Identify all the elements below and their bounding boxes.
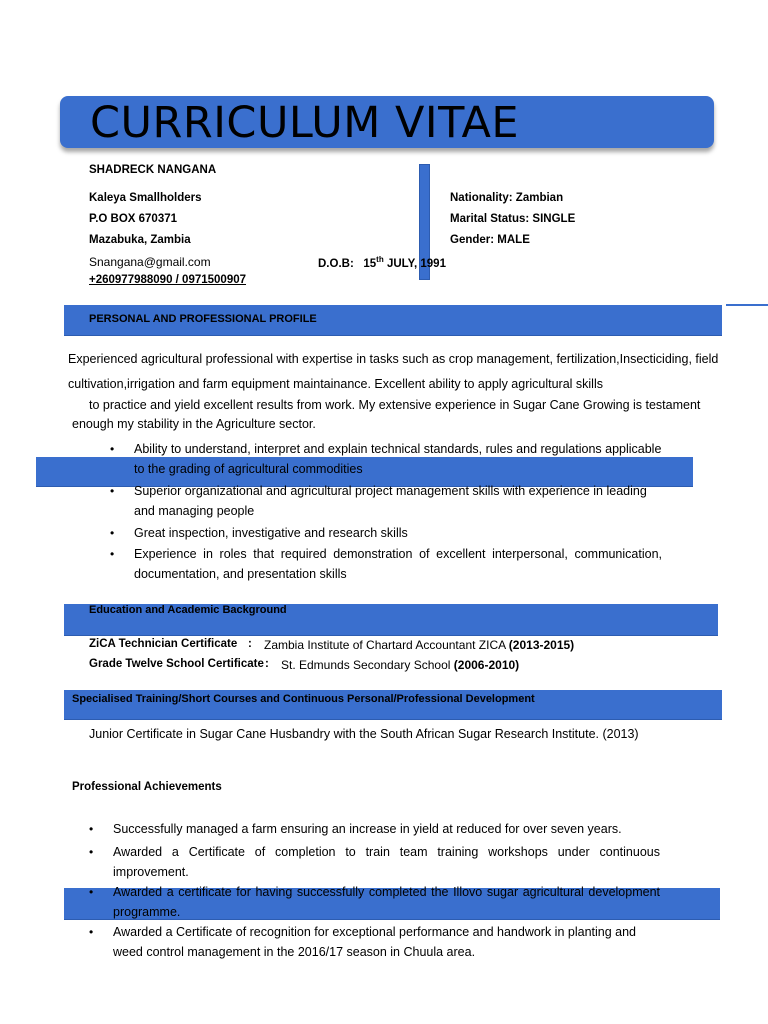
dob-day: 15 [363, 257, 377, 270]
marital-status: Marital Status: SINGLE [450, 213, 576, 225]
decorative-line [726, 304, 768, 306]
email-link[interactable]: Snangana@gmail.com [89, 255, 211, 269]
profile-line-4: enough my stability in the Agriculture sector. [72, 417, 316, 431]
education-institution: Zambia Institute of Chartard Accountant ZICA (2013-2015) [264, 638, 575, 652]
education-qualification: Grade Twelve School Certificate [89, 658, 264, 670]
training-heading: Specialised Training/Short Courses and Continuous Personal/Professional Development [72, 693, 535, 705]
profile-line-1: Experienced agricultural professional with expertise in tasks such as crop management, fertilization,Insecticiding, field [68, 352, 719, 366]
achievements-list [89, 819, 660, 962]
education-qualification: ZiCA Technician Certificate [89, 638, 238, 650]
nationality: Nationality: Zambian [450, 192, 564, 204]
list-item: • Awarded a Certificate of recognition for exceptional performance and handwork in planting and weed control management in the 2016/17 season in Chuula area. [89, 925, 637, 959]
dob-suffix: th [376, 255, 384, 264]
education-separator: : [265, 658, 269, 670]
address-line-2: P.O BOX 670371 [89, 213, 178, 225]
profile-skills-list [110, 439, 662, 584]
list-item: • Awarded a Certificate of completion to train team training workshops under continuous improvement. [89, 845, 660, 879]
list-item: • Successfully managed a farm ensuring an increase in yield at reduced for over seven years. [89, 822, 622, 836]
list-item: • Awarded a certificate for having successfully completed the Illovo sugar agricultural development programme. [89, 885, 660, 919]
list-item: • Superior organizational and agricultural project management skills with experience in leading and managing people [110, 484, 647, 518]
education-years: (2013-2015) [508, 638, 575, 652]
dob-label: D.O.B: [318, 257, 354, 270]
page-title: CURRICULUM VITAE [90, 98, 520, 148]
achievements-heading: Professional Achievements [72, 781, 222, 793]
education-years: (2006-2010) [453, 658, 520, 672]
education-institution: St. Edmunds Secondary School (2006-2010) [281, 658, 520, 672]
address-line-1: Kaleya Smallholders [89, 192, 202, 204]
dob-rest: JULY, 1991 [386, 257, 446, 270]
candidate-name: SHADRECK NANGANA [89, 164, 217, 176]
profile-heading: PERSONAL AND PROFESSIONAL PROFILE [89, 313, 317, 325]
education-separator: : [248, 638, 252, 650]
training-item: Junior Certificate in Sugar Cane Husbandry with the South African Sugar Research Institute. (2013) [89, 727, 639, 741]
address-line-3: Mazabuka, Zambia [89, 234, 191, 246]
gender: Gender: MALE [450, 234, 530, 246]
education-heading: Education and Academic Background [89, 604, 287, 616]
list-item: • Ability to understand, interpret and explain technical standards, rules and regulations applicable to the grading of agricultural commodities [110, 442, 662, 476]
dob [318, 255, 446, 270]
phone-numbers: +260977988090 / 0971500907 [89, 274, 247, 286]
profile-line-3: to practice and yield excellent results from work. My extensive experience in Sugar Cane Growing is testament [89, 398, 701, 412]
list-item: • Experience in roles that required demonstration of excellent interpersonal, communication, documentation, and presentation skills [110, 547, 662, 581]
list-item: • Great inspection, investigative and research skills [110, 526, 408, 540]
profile-line-2: cultivation,irrigation and farm equipment maintainance. Excellent ability to apply agricultural skills [68, 377, 603, 391]
